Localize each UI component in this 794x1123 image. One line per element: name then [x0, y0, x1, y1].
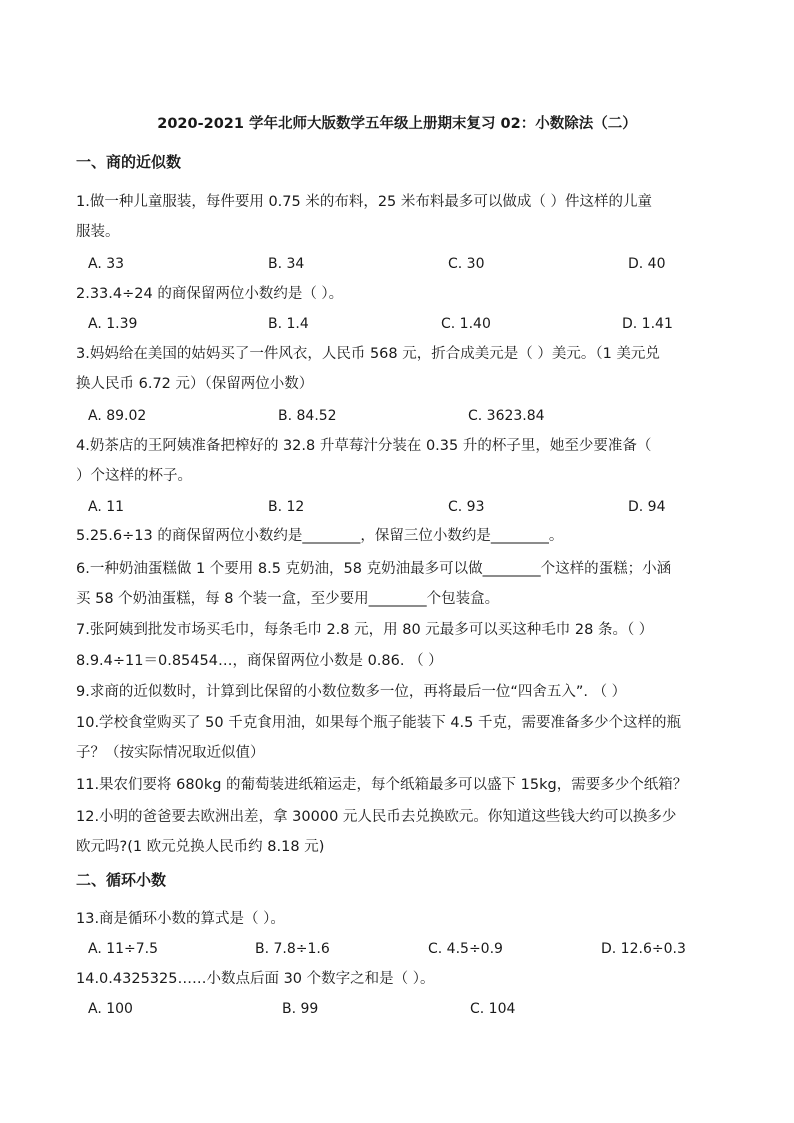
- question-13-options: [88, 937, 728, 961]
- question-2-options: [88, 312, 728, 336]
- page-title: 2020-2021 学年北师大版数学五年级上册期末复习 02：小数除法（二）: [157, 116, 637, 132]
- question-14-line-1: 14.0.4325325……小数点后面 30 个数字之和是（ ）。: [76, 971, 435, 987]
- question-5: 5.25.6÷13 的商保留两位小数约是________，保留三位小数约是________。: [76, 528, 564, 544]
- section-heading-approximate-quotient: 一、商的近似数: [76, 153, 182, 171]
- question-14-option-a: A. 100: [88, 1001, 133, 1017]
- question-1-line-1: 1.做一种儿童服装，每件要用 0.75 米的布料，25 米布料最多可以做成（ ）件这样的儿童: [76, 194, 653, 210]
- question-4-option-b: B. 12: [268, 499, 305, 515]
- question-11: 11.果农们要将 680kg 的葡萄装进纸箱运走，每个纸箱最多可以盛下 15kg，需要多少个纸箱？: [76, 777, 688, 793]
- question-2-option-b: B. 1.4: [268, 316, 309, 332]
- question-1-line-2: 服装。: [76, 224, 120, 240]
- question-4-line-2: ）个这样的杯子。: [76, 468, 192, 484]
- question-2-option-d: D. 1.41: [622, 316, 673, 332]
- question-3-options: [88, 404, 728, 428]
- question-1-option-b: B. 34: [268, 256, 305, 272]
- question-4-options: [88, 495, 728, 519]
- question-4-line-1: 4.奶茶店的王阿姨准备把榨好的 32.8 升草莓汁分装在 0.35 升的杯子里，她至少要准备（: [76, 438, 652, 454]
- question-1-option-d: D. 40: [628, 256, 666, 272]
- question-1-options: [88, 252, 728, 276]
- question-12-line-1: 12.小明的爸爸要去欧洲出差，拿 30000 元人民币去兑换欧元。你知道这些钱大约可以换多少: [76, 809, 677, 825]
- question-13-line-1: 13.商是循环小数的算式是（ ）。: [76, 911, 285, 927]
- question-7: 7.张阿姨到批发市场买毛巾，每条毛巾 2.8 元，用 80 元最多可以买这种毛巾 28 条。（ ）: [76, 622, 654, 638]
- question-3-option-c: C. 3623.84: [468, 408, 545, 424]
- question-10-line-2: 子？（按实际情况取近似值）: [76, 745, 265, 761]
- question-13-option-b: B. 7.8÷1.6: [255, 941, 330, 957]
- question-13-option-a: A. 11÷7.5: [88, 941, 159, 957]
- question-3-line-2: 换人民币 6.72 元）（保留两位小数）: [76, 376, 314, 392]
- question-2-option-a: A. 1.39: [88, 316, 138, 332]
- question-4-option-d: D. 94: [628, 499, 666, 515]
- question-13-option-c: C. 4.5÷0.9: [428, 941, 503, 957]
- question-10-line-1: 10.学校食堂购买了 50 千克食用油，如果每个瓶子能装下 4.5 千克，需要准备多少个这样的瓶: [76, 715, 682, 731]
- question-8: 8.9.4÷11＝0.85454…，商保留两位小数是 0.86. （ ）: [76, 653, 443, 669]
- question-3-option-a: A. 89.02: [88, 408, 147, 424]
- question-4-option-c: C. 93: [448, 499, 485, 515]
- question-9: 9.求商的近似数时，计算到比保留的小数位数多一位，再将最后一位“四舍五入”. （ ）: [76, 684, 627, 700]
- question-4-option-a: A. 11: [88, 499, 125, 515]
- question-1-option-a: A. 33: [88, 256, 125, 272]
- question-6-line-1: 6.一种奶油蛋糕做 1 个要用 8.5 克奶油，58 克奶油最多可以做________个这样的蛋糕；小涵: [76, 561, 672, 577]
- question-6-line-2: 买 58 个奶油蛋糕，每 8 个装一盒，至少要用________个包装盒。: [76, 591, 500, 607]
- section-heading-repeating-decimals: 二、循环小数: [76, 871, 167, 889]
- question-2-line-1: 2.33.4÷24 的商保留两位小数约是（ ）。: [76, 286, 344, 302]
- question-3-line-1: 3.妈妈给在美国的姑妈买了一件风衣，人民币 568 元，折合成美元是（ ）美元。（1 美元兑: [76, 346, 660, 362]
- question-14-option-c: C. 104: [470, 1001, 516, 1017]
- question-12-line-2: 欧元吗?(1 欧元兑换人民币约 8.18 元): [76, 839, 325, 855]
- question-14-option-b: B. 99: [282, 1001, 319, 1017]
- question-2-option-c: C. 1.40: [441, 316, 491, 332]
- question-3-option-b: B. 84.52: [278, 408, 337, 424]
- question-14-options: [88, 997, 728, 1021]
- question-1-option-c: C. 30: [448, 256, 485, 272]
- question-13-option-d: D. 12.6÷0.3: [601, 941, 686, 957]
